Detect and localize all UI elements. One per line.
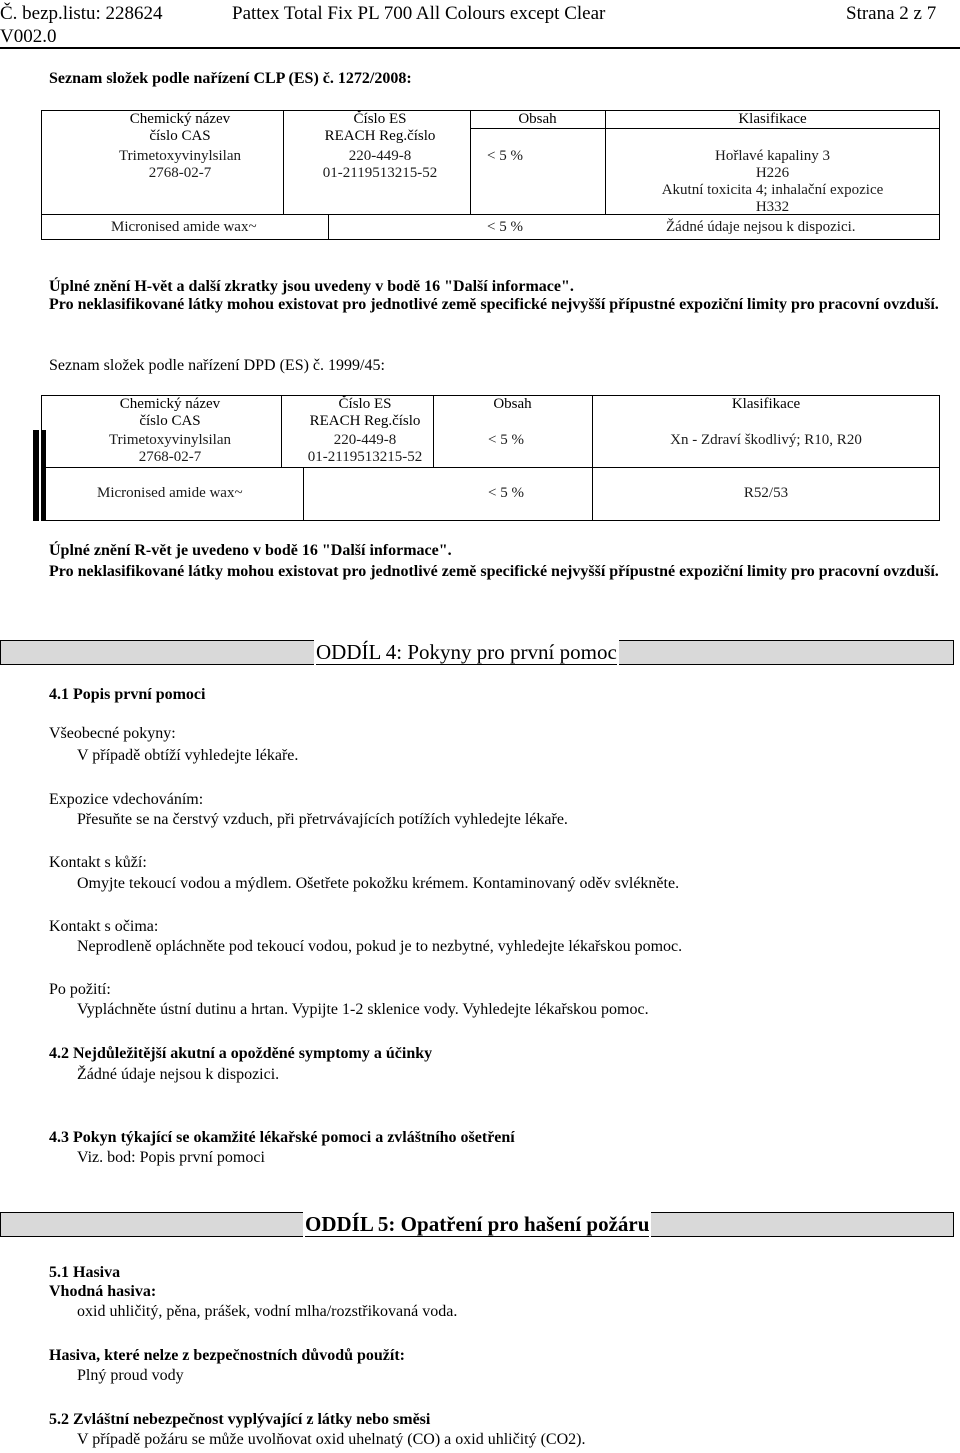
version: V002.0	[0, 26, 57, 47]
dpd-row2-class: R52/53	[743, 485, 789, 501]
sec5-sub1: 5.1 Hasiva	[49, 1264, 121, 1281]
header-divider	[0, 47, 960, 49]
clp-row2-class: Žádné údaje nejsou k dispozici.	[666, 219, 856, 235]
sheet-number: Č. bezp.listu: 228624	[0, 3, 163, 24]
dpd-note-limits: Pro neklasifikované látky mohou existovat pro jednotlivé země specifické nejvyšší přípustné expoziční limity pro pracovní ovzduší.	[49, 563, 939, 580]
dpd-col-content: Obsah	[493, 396, 532, 412]
sec4-general-text: V případě obtíží vyhledejte lékaře.	[77, 747, 299, 764]
dpd-row1-cas: 2768-02-7	[138, 449, 202, 465]
clp-row2-content: < 5 %	[487, 219, 523, 235]
dpd-row2-name: Micronised amide wax~	[97, 485, 243, 501]
section-5-title: ODDÍL 5: Opatření pro hašení požáru	[305, 1212, 650, 1236]
clp-title: Seznam složek podle nařízení CLP (ES) č. 1272/2008:	[49, 70, 412, 87]
clp-col-content: Obsah	[518, 111, 557, 127]
sec4-inhal-text: Přesuňte se na čerstvý vzduch, při přetrvávajících potížích vyhledejte lékaře.	[77, 811, 568, 828]
clp-note-h-phrases: Úplné znění H-vět a další zkratky jsou uvedeny v bodě 16 "Další informace".	[49, 278, 574, 295]
dpd-row1-reach: 01-2119513215-52	[307, 449, 423, 465]
dpd-note-r-phrases: Úplné znění R-vět je uvedeno v bodě 16 "Další informace".	[49, 542, 452, 559]
page-number: Strana 2 z 7	[846, 3, 937, 24]
dpd-row2-content: < 5 %	[488, 485, 524, 501]
dpd-row1-content: < 5 %	[488, 432, 524, 448]
sec4-sub3-text: Viz. bod: Popis první pomoci	[77, 1149, 265, 1166]
product-name: Pattex Total Fix PL 700 All Colours except Clear	[232, 3, 606, 24]
sec5-sub2-text: V případě požáru se může uvolňovat oxid uhelnatý (CO) a oxid uhličitý (CO2).	[77, 1431, 586, 1448]
clp-row1-name: Trimetoxyvinylsilan	[119, 148, 241, 164]
sec4-sub2-text: Žádné údaje nejsou k dispozici.	[77, 1066, 280, 1083]
clp-col-es: Číslo ES	[353, 111, 407, 127]
dpd-row1-name: Trimetoxyvinylsilan	[109, 432, 231, 448]
sec4-sub1: 4.1 Popis první pomoci	[49, 686, 206, 703]
dpd-col-cas: číslo CAS	[139, 413, 201, 429]
dpd-col-reach: REACH Reg.číslo	[309, 413, 421, 429]
clp-col-reach: REACH Reg.číslo	[324, 128, 436, 144]
clp-row1-class-1: Hořlavé kapaliny 3	[715, 148, 830, 164]
clp-note-limits: Pro neklasifikované látky mohou existovat pro jednotlivé země specifické nejvyšší přípustné expoziční limity pro pracovní ovzduší.	[49, 296, 939, 313]
dpd-title: Seznam složek podle nařízení DPD (ES) č. 1999/45:	[49, 357, 385, 374]
dpd-row1-class: Xn - Zdraví škodlivý; R10, R20	[670, 432, 862, 448]
dpd-row1-es: 220-449-8	[333, 432, 397, 448]
clp-col-name: Chemický název	[129, 111, 231, 127]
sec4-sub2: 4.2 Nejdůležitější akutní a opožděné symptomy a účinky	[49, 1045, 433, 1062]
clp-row1-content: < 5 %	[487, 148, 523, 164]
sec4-ingest-text: Vypláchněte ústní dutinu a hrtan. Vypijte 1-2 sklenice vody. Vyhledejte lékařskou pomoc.	[77, 1001, 649, 1018]
sec4-skin-text: Omyjte tekoucí vodou a mýdlem. Ošetřete pokožku krémem. Kontaminovaný oděv svlékněte.	[77, 875, 680, 892]
sec5-suitable-label: Vhodná hasiva:	[49, 1283, 157, 1300]
sec5-unsuitable-text: Plný proud vody	[77, 1367, 184, 1384]
sec4-inhal-label: Expozice vdechováním:	[49, 791, 204, 808]
dpd-col-name: Chemický název	[119, 396, 221, 412]
sec4-eye-label: Kontakt s očima:	[49, 918, 159, 935]
clp-row1-es: 220-449-8	[348, 148, 412, 164]
clp-col-cas: číslo CAS	[149, 128, 211, 144]
clp-col-class: Klasifikace	[738, 111, 807, 127]
section-4-title: ODDÍL 4: Pokyny pro první pomoc	[316, 640, 617, 664]
sec4-eye-text: Neprodleně opláchněte pod tekoucí vodou, pokud je to nezbytné, vyhledejte lékařskou pomoc.	[77, 938, 683, 955]
sec4-general-label: Všeobecné pokyny:	[49, 725, 176, 742]
sec4-ingest-label: Po požití:	[49, 981, 111, 998]
sec4-skin-label: Kontakt s kůží:	[49, 854, 147, 871]
dpd-col-class: Klasifikace	[731, 396, 801, 412]
clp-row1-class-2: H226	[755, 165, 790, 181]
clp-row1-class-3: Akutní toxicita 4; inhalační expozice	[661, 182, 884, 198]
sec5-unsuitable-label: Hasiva, které nelze z bezpečnostních důvodů použít:	[49, 1347, 405, 1364]
dpd-col-es: Číslo ES	[338, 396, 392, 412]
clp-row1-reach: 01-2119513215-52	[322, 165, 438, 181]
sec5-sub2: 5.2 Zvláštní nebezpečnost vyplývající z látky nebo směsi	[49, 1411, 431, 1428]
clp-row2-name: Micronised amide wax~	[111, 219, 257, 235]
sec4-sub3: 4.3 Pokyn týkající se okamžité lékařské pomoci a zvláštního ošetření	[49, 1129, 515, 1146]
clp-row1-class-4: H332	[755, 199, 790, 215]
clp-row1-cas: 2768-02-7	[148, 165, 212, 181]
sec5-suitable-text: oxid uhličitý, pěna, prášek, vodní mlha/rozstřikovaná voda.	[77, 1303, 458, 1320]
